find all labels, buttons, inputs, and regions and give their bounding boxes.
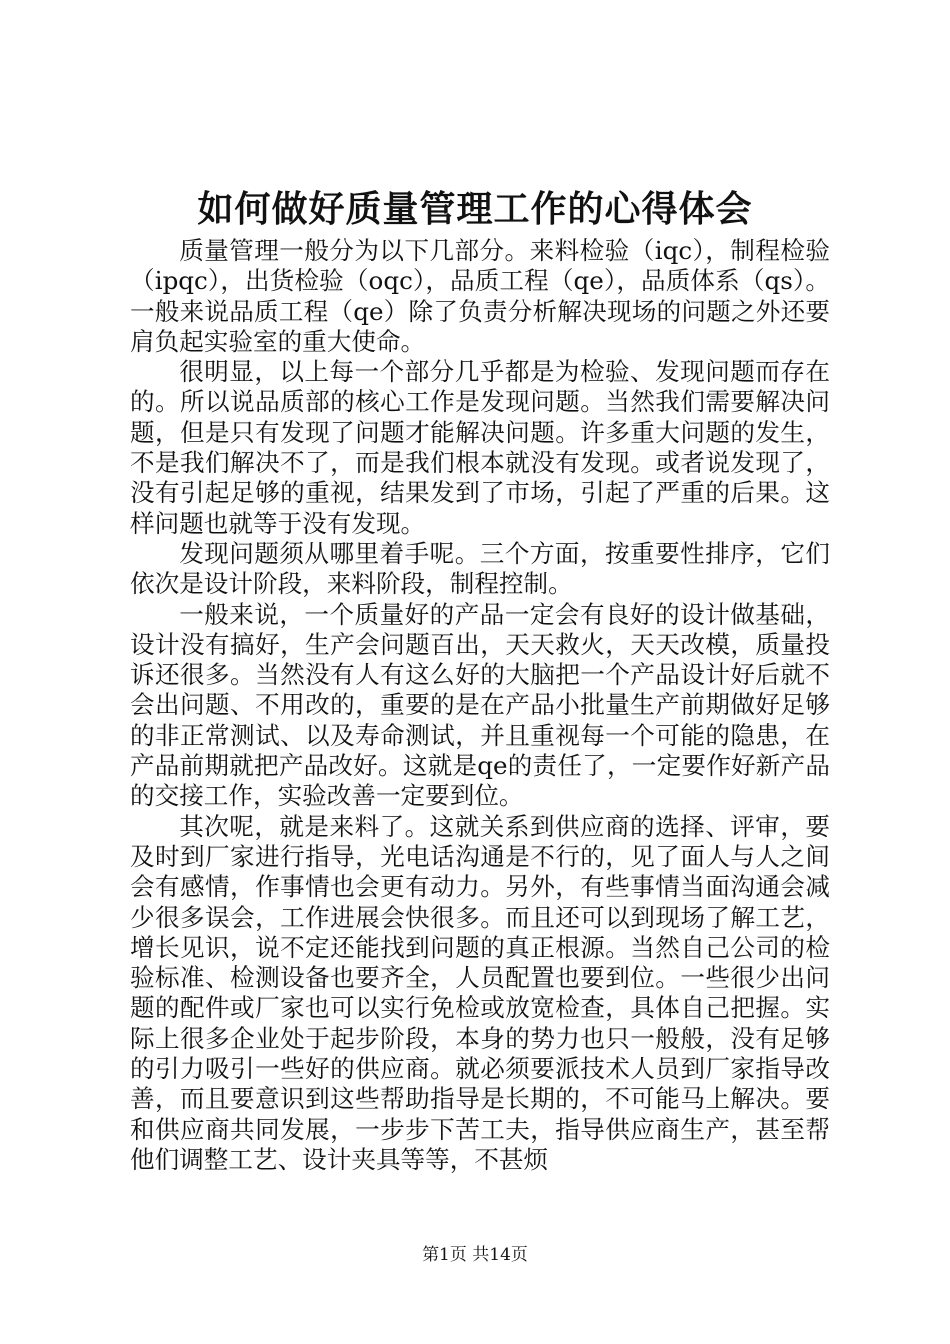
paragraph: 质量管理一般分为以下几部分。来料检验（iqc），制程检验（ipqc），出货检验（oqc），品质工程（qe），品质体系（qs）。一般来说品质工程（qe）除了负责分析解决现场的问题之外还要肩负起实验室的重大使命。 [130,236,830,356]
page-number-footer: 第1页 共14页 [422,1245,528,1265]
paragraph: 其次呢，就是来料了。这就关系到供应商的选择、评审，要及时到厂家进行指导，光电话沟通是不行的，见了面人与人之间会有感情，作事情也会更有动力。另外，有些事情当面沟通会减少很多误会，工作进展会快很多。而且还可以到现场了解工艺，增长见识，说不定还能找到问题的真正根源。当然自己公司的检验标准、检测设备也要齐全，人员配置也要到位。一些很少出问题的配件或厂家也可以实行免检或放宽检查，具体自己把握。实际上很多企业处于起步阶段，本身的势力也只一般般，没有足够的引力吸引一些好的供应商。就必须要派技术人员到厂家指导改善，而且要意识到这些帮助指导是长期的，不可能马上解决。要和供应商共同发展，一步步下苦工夫，指导供应商生产，甚至帮他们调整工艺、设计夹具等等，不甚烦 [130,811,830,1174]
paragraph: 很明显，以上每一个部分几乎都是为检验、发现问题而存在的。所以说品质部的核心工作是发现问题。当然我们需要解决问题，但是只有发现了问题才能解决问题。许多重大问题的发生，不是我们解决不了，而是我们根本就没有发现。或者说发现了，没有引起足够的重视，结果发到了市场，引起了严重的后果。这样问题也就等于没有发现。 [130,357,830,538]
document-title: 如何做好质量管理工作的心得体会 [197,188,753,230]
document-body [130,236,830,1175]
paragraph: 发现问题须从哪里着手呢。三个方面，按重要性排序，它们依次是设计阶段，来料阶段，制程控制。 [130,538,830,599]
paragraph: 一般来说，一个质量好的产品一定会有良好的设计做基础，设计没有搞好，生产会问题百出，天天救火，天天改模，质量投诉还很多。当然没有人有这么好的大脑把一个产品设计好后就不会出问题、不用改的，重要的是在产品小批量生产前期做好足够的非正常测试、以及寿命测试，并且重视每一个可能的隐患，在产品前期就把产品改好。这就是qe的责任了，一定要作好新产品的交接工作，实验改善一定要到位。 [130,599,830,811]
